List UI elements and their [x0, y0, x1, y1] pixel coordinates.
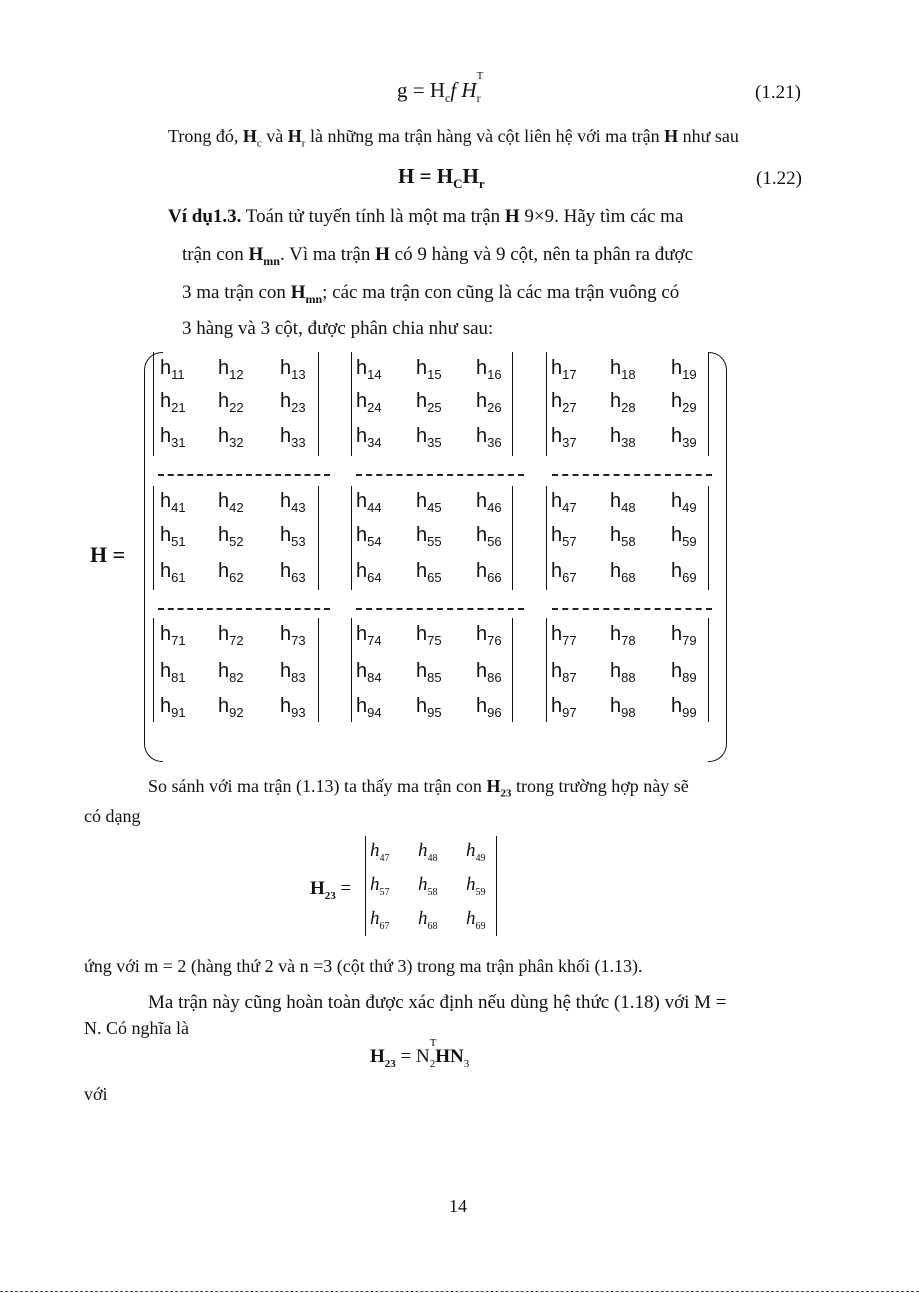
- matrix-entry: $h_{44}$: [356, 490, 382, 515]
- matrix-block-bar: [318, 486, 319, 590]
- matrix-entry: $h_{73}$: [280, 623, 306, 648]
- matrix-entry: $h_{96}$: [476, 695, 502, 720]
- paragraph-line: Trong đó, $H_c$ và $H_r$ là những ma trận hàng và cột liên hệ với ma trận H như sau: [168, 126, 739, 150]
- matrix-entry: $h_{24}$: [356, 390, 382, 415]
- page-bottom-border: [0, 1291, 919, 1292]
- matrix-entry: $h_{13}$: [280, 357, 306, 382]
- matrix-entry: $h_{97}$: [551, 695, 577, 720]
- matrix-entry: $h_{99}$: [671, 695, 697, 720]
- matrix-entry: $h_{66}$: [476, 560, 502, 585]
- matrix-entry: $h_{52}$: [218, 524, 244, 549]
- dashed-separator: [356, 474, 524, 476]
- matrix-entry: $h_{15}$: [416, 357, 442, 382]
- H23-entry: $h_{47}$: [370, 840, 390, 864]
- H23-label: $H_{23}$ =: [310, 878, 352, 902]
- matrix-entry: $h_{51}$: [160, 524, 186, 549]
- paragraph-line: Ma trận này cũng hoàn toàn được xác định nếu dùng hệ thức (1.18) với M =: [148, 992, 727, 1013]
- matrix-entry: $h_{12}$: [218, 357, 244, 382]
- matrix-entry: $h_{98}$: [610, 695, 636, 720]
- matrix-entry: $h_{39}$: [671, 425, 697, 450]
- paragraph-line: với: [84, 1084, 108, 1104]
- matrix-entry: $h_{85}$: [416, 660, 442, 685]
- equation-number: (1.21): [755, 82, 801, 103]
- matrix-block-bar: [318, 618, 319, 722]
- matrix-entry: $h_{33}$: [280, 425, 306, 450]
- matrix-entry: $h_{84}$: [356, 660, 382, 685]
- matrix-entry: $h_{35}$: [416, 425, 442, 450]
- matrix-entry: $h_{32}$: [218, 425, 244, 450]
- matrix-entry: $h_{57}$: [551, 524, 577, 549]
- matrix-entry: $h_{22}$: [218, 390, 244, 415]
- equation-H23: $H_{23} = N$ T $_2HN_3$: [370, 1037, 470, 1070]
- matrix-entry: $h_{93}$: [280, 695, 306, 720]
- matrix-entry: $h_{37}$: [551, 425, 577, 450]
- example-line-1: Ví dụ1.3. Toán tử tuyến tính là một ma trận H 9×9. Hãy tìm các ma: [168, 206, 684, 227]
- matrix-entry: $h_{83}$: [280, 660, 306, 685]
- matrix-block-bar: [318, 352, 319, 456]
- equation-1-21: $g = H_cf$ H T $_r$: [397, 70, 484, 106]
- matrix-entry: $h_{34}$: [356, 425, 382, 450]
- matrix-entry: $h_{88}$: [610, 660, 636, 685]
- matrix-entry: $h_{14}$: [356, 357, 382, 382]
- paragraph-line: So sánh với ma trận (1.13) ta thấy ma trận con $H_{23}$ trong trường hợp này sẽ: [148, 776, 689, 800]
- matrix-block-bar: [512, 352, 513, 456]
- matrix-entry: $h_{45}$: [416, 490, 442, 515]
- matrix-entry: $h_{48}$: [610, 490, 636, 515]
- matrix-entry: $h_{27}$: [551, 390, 577, 415]
- matrix-block-bar: [351, 486, 352, 590]
- matrix-entry: $h_{75}$: [416, 623, 442, 648]
- right-parenthesis: [708, 352, 727, 762]
- matrix-entry: $h_{82}$: [218, 660, 244, 685]
- matrix-entry: $h_{58}$: [610, 524, 636, 549]
- matrix-entry: $h_{62}$: [218, 560, 244, 585]
- matrix-entry: $h_{64}$: [356, 560, 382, 585]
- matrix-entry: $h_{36}$: [476, 425, 502, 450]
- matrix-entry: $h_{76}$: [476, 623, 502, 648]
- matrix-block-bar: [546, 486, 547, 590]
- matrix-entry: $h_{29}$: [671, 390, 697, 415]
- matrix-block-bar: [351, 352, 352, 456]
- H23-entry: $h_{68}$: [418, 908, 438, 932]
- matrix-entry: $h_{79}$: [671, 623, 697, 648]
- matrix-block-bar: [153, 618, 154, 722]
- matrix-entry: $h_{95}$: [416, 695, 442, 720]
- matrix-block-bar: [153, 352, 154, 456]
- matrix-entry: $h_{53}$: [280, 524, 306, 549]
- example-line-3: 3 ma trận con $H_{mn}$; các ma trận con cũng là các ma trận vuông có: [182, 282, 680, 306]
- matrix-block-bar: [512, 486, 513, 590]
- matrix-entry: $h_{17}$: [551, 357, 577, 382]
- matrix-entry: $h_{87}$: [551, 660, 577, 685]
- matrix-entry: $h_{28}$: [610, 390, 636, 415]
- matrix-entry: $h_{61}$: [160, 560, 186, 585]
- matrix-entry: $h_{49}$: [671, 490, 697, 515]
- example-line-4: 3 hàng và 3 cột, được phân chia như sau:: [182, 318, 494, 339]
- matrix-entry: $h_{31}$: [160, 425, 186, 450]
- matrix-entry: $h_{72}$: [218, 623, 244, 648]
- paragraph-line: có dạng: [84, 806, 141, 826]
- matrix-entry: $h_{46}$: [476, 490, 502, 515]
- matrix-entry: $h_{68}$: [610, 560, 636, 585]
- H23-entry: $h_{69}$: [466, 908, 486, 932]
- H23-entry: $h_{48}$: [418, 840, 438, 864]
- dashed-separator: [158, 608, 330, 610]
- equation-1-22: $H = H_CH_r$: [398, 164, 485, 192]
- H23-entry: $h_{49}$: [466, 840, 486, 864]
- paragraph-line: ứng với m = 2 (hàng thứ 2 và n =3 (cột thứ 3) trong ma trận phân khối (1.13).: [84, 956, 643, 976]
- matrix-entry: $h_{18}$: [610, 357, 636, 382]
- matrix-entry: $h_{38}$: [610, 425, 636, 450]
- matrix-entry: $h_{54}$: [356, 524, 382, 549]
- matrix-entry: $h_{81}$: [160, 660, 186, 685]
- matrix-entry: $h_{65}$: [416, 560, 442, 585]
- matrix-block-bar: [512, 618, 513, 722]
- example-line-2: trận con $H_{mn}$. Vì ma trận H có 9 hàng và 9 cột, nên ta phân ra được: [182, 244, 694, 268]
- matrix-entry: $h_{25}$: [416, 390, 442, 415]
- matrix-entry: $h_{77}$: [551, 623, 577, 648]
- H23-left-bar: [365, 836, 366, 936]
- matrix-entry: $h_{21}$: [160, 390, 186, 415]
- matrix-entry: $h_{19}$: [671, 357, 697, 382]
- matrix-entry: $h_{11}$: [160, 357, 185, 382]
- H23-entry: $h_{58}$: [418, 874, 438, 898]
- matrix-entry: $h_{43}$: [280, 490, 306, 515]
- matrix-entry: $h_{71}$: [160, 623, 186, 648]
- matrix-entry: $h_{74}$: [356, 623, 382, 648]
- matrix-entry: $h_{92}$: [218, 695, 244, 720]
- matrix-block-bar: [708, 352, 709, 456]
- matrix-H-label: H =: [90, 542, 126, 567]
- matrix-entry: $h_{94}$: [356, 695, 382, 720]
- matrix-entry: $h_{26}$: [476, 390, 502, 415]
- matrix-block-bar: [708, 486, 709, 590]
- matrix-entry: $h_{67}$: [551, 560, 577, 585]
- matrix-block-bar: [351, 618, 352, 722]
- matrix-entry: $h_{91}$: [160, 695, 186, 720]
- dashed-separator: [552, 608, 712, 610]
- page-number: 14: [449, 1196, 467, 1216]
- matrix-entry: $h_{16}$: [476, 357, 502, 382]
- matrix-entry: $h_{41}$: [160, 490, 186, 515]
- matrix-entry: $h_{55}$: [416, 524, 442, 549]
- matrix-block-bar: [708, 618, 709, 722]
- H23-entry: $h_{67}$: [370, 908, 390, 932]
- matrix-entry: $h_{23}$: [280, 390, 306, 415]
- dashed-separator: [552, 474, 712, 476]
- matrix-block-bar: [546, 352, 547, 456]
- H23-entry: $h_{57}$: [370, 874, 390, 898]
- matrix-entry: $h_{69}$: [671, 560, 697, 585]
- dashed-separator: [158, 474, 330, 476]
- matrix-block-bar: [546, 618, 547, 722]
- matrix-entry: $h_{47}$: [551, 490, 577, 515]
- equation-number: (1.22): [756, 168, 802, 189]
- matrix-block-bar: [153, 486, 154, 590]
- matrix-entry: $h_{56}$: [476, 524, 502, 549]
- matrix-entry: $h_{78}$: [610, 623, 636, 648]
- matrix-entry: $h_{86}$: [476, 660, 502, 685]
- matrix-entry: $h_{59}$: [671, 524, 697, 549]
- paragraph-line: N. Có nghĩa là: [84, 1018, 189, 1038]
- dashed-separator: [356, 608, 524, 610]
- matrix-entry: $h_{89}$: [671, 660, 697, 685]
- matrix-entry: $h_{63}$: [280, 560, 306, 585]
- matrix-entry: $h_{42}$: [218, 490, 244, 515]
- H23-entry: $h_{59}$: [466, 874, 486, 898]
- H23-right-bar: [496, 836, 497, 936]
